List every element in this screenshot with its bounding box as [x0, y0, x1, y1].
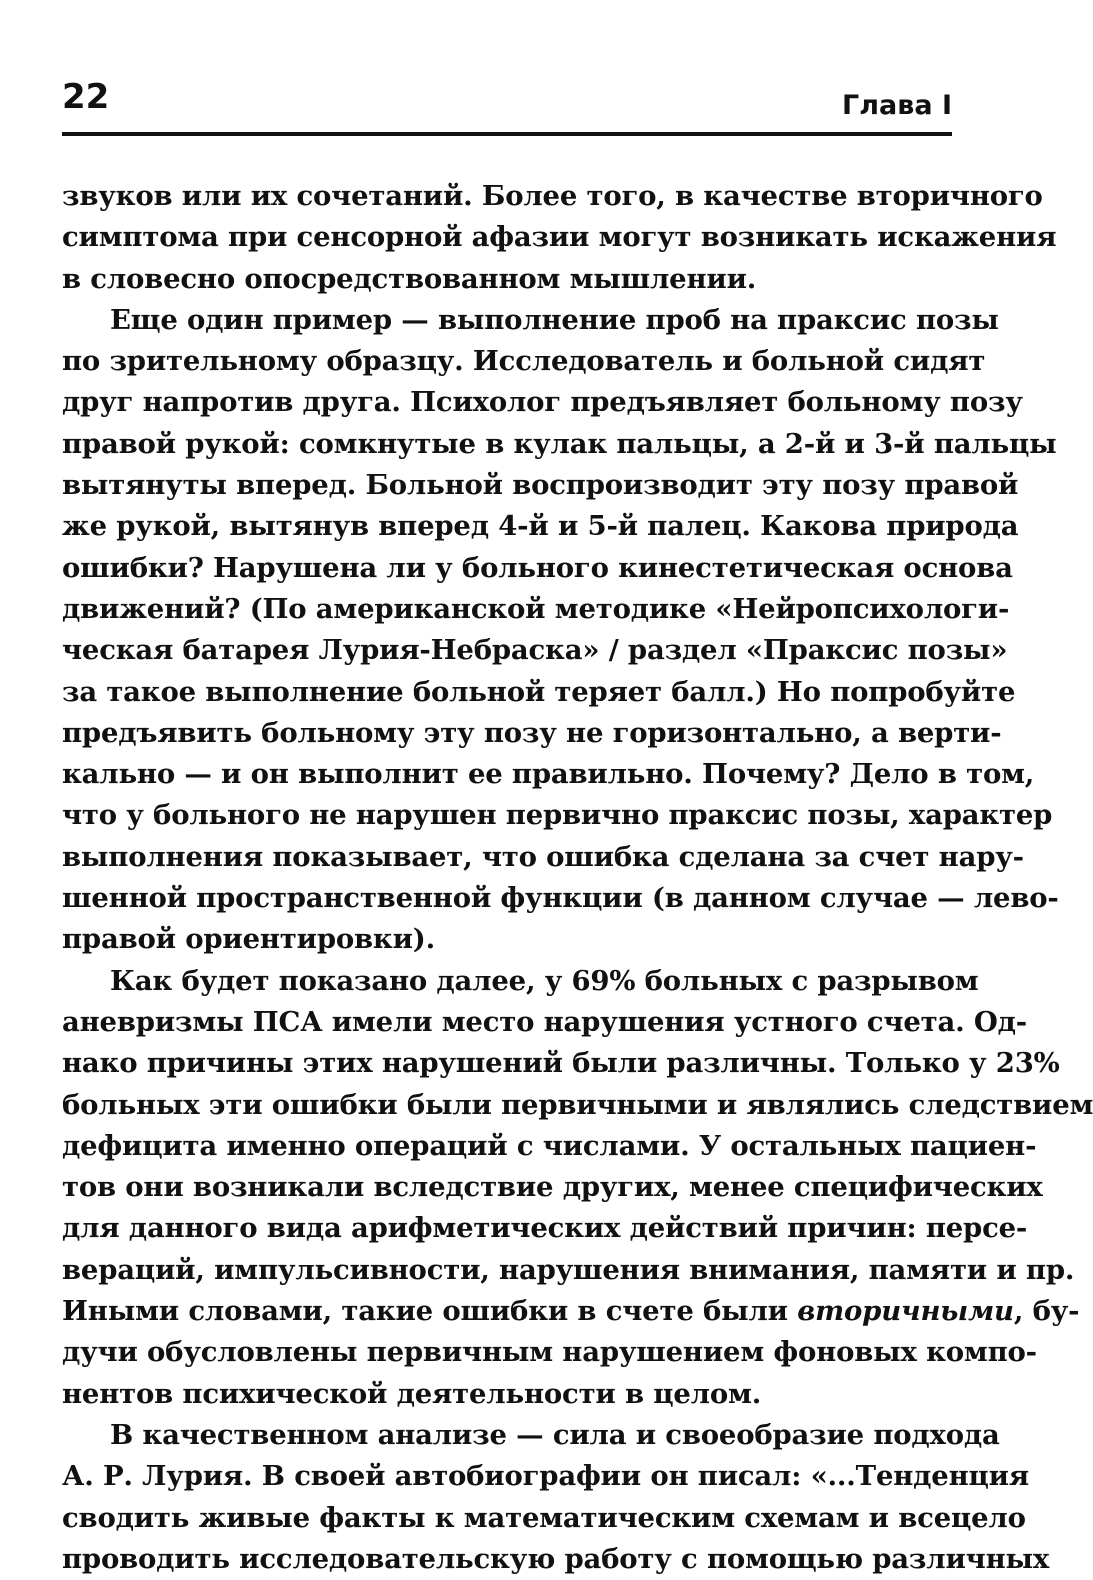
text-line: в словесно опосредствованном мышлении. [62, 262, 757, 295]
text-line: же рукой, вытянув вперед 4-й и 5-й палец. Какова природа [62, 510, 1019, 543]
text-line: аневризмы ПСА имели место нарушения устного счета. Од- [62, 1005, 1027, 1038]
text-line-with-italic [62, 1291, 1080, 1332]
page-number: 22 [62, 77, 110, 117]
text-line: друг напротив друга. Психолог предъявляет больному позу [62, 386, 1023, 419]
text-line: А. Р. Лурия. В своей автобиографии он писал: «...Тенденция [62, 1460, 1029, 1493]
text-line: предъявить больному эту позу не горизонтально, а верти- [62, 716, 1002, 749]
page-header [62, 76, 952, 136]
text-line: для данного вида арифметических действий причин: персе- [62, 1212, 1028, 1245]
text-line: шенной пространственной функции (в данном случае — лево- [62, 882, 1059, 915]
text-segment: , бу- [1013, 1295, 1080, 1328]
text-line: вытянуты вперед. Больной воспроизводит эту позу правой [62, 469, 1019, 502]
text-line: больных эти ошибки были первичными и являлись следствием [62, 1088, 1093, 1121]
text-segment: Иными словами, такие ошибки в счете были [62, 1295, 798, 1328]
text-line: нентов психической деятельности в целом. [62, 1377, 762, 1410]
text-line: дефицита именно операций с числами. У остальных пациен- [62, 1129, 1037, 1162]
chapter-title: Глава I [842, 90, 952, 121]
text-line: нако причины этих нарушений были различны. Только у 23% [62, 1047, 1060, 1080]
text-line: правой ориентировки). [62, 923, 435, 956]
text-line: дучи обусловлены первичным нарушением фоновых компо- [62, 1336, 1037, 1369]
paragraph-start-line: В качественном анализе — сила и своеобразие подхода [110, 1418, 1000, 1451]
text-line: правой рукой: сомкнутые в кулак пальцы, а 2-й и 3-й пальцы [62, 427, 1057, 460]
text-line: симптома при сенсорной афазии могут возникать искажения [62, 221, 1057, 254]
text-line: сводить живые факты к математическим схемам и всецело [62, 1501, 1026, 1534]
text-line: движений? (По американской методике «Нейропсихологи- [62, 592, 1010, 625]
body-text [62, 176, 1093, 1580]
text-line: тов они возникали вследствие других, менее специфических [62, 1171, 1043, 1204]
text-line: проводить исследовательскую работу с помощью различных [62, 1542, 1050, 1575]
text-line: вераций, импульсивности, нарушения внимания, памяти и пр. [62, 1253, 1075, 1286]
italic-word: вторичными [797, 1295, 1014, 1328]
text-line: по зрительному образцу. Исследователь и больной сидят [62, 345, 986, 378]
paragraph-start-line: Еще один пример — выполнение проб на праксис позы [110, 303, 999, 336]
paragraph-start-line: Как будет показано далее, у 69% больных с разрывом [110, 964, 979, 997]
text-line: ошибки? Нарушена ли у больного кинестетическая основа [62, 551, 1013, 584]
text-line: кально — и он выполнит ее правильно. Почему? Дело в том, [62, 758, 1035, 791]
text-line: звуков или их сочетаний. Более того, в качестве вторичного [62, 180, 1043, 212]
text-line: что у больного не нарушен первично праксис позы, характер [62, 799, 1053, 832]
text-line: за такое выполнение больной теряет балл.) Но попробуйте [62, 675, 1016, 708]
text-line: выполнения показывает, что ошибка сделана за счет нару- [62, 840, 1024, 873]
text-line: ческая батарея Лурия-Небраска» / раздел «Праксис позы» [62, 634, 1008, 667]
